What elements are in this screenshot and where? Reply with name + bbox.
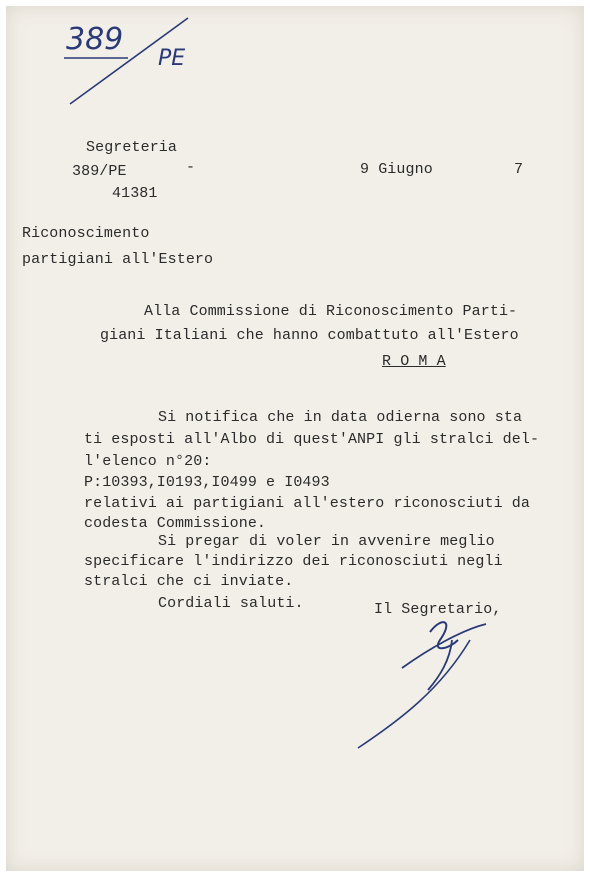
body-line: Si pregar di voler in avvenire meglio <box>158 533 495 550</box>
body-line: specificare l'indirizzo dei riconosciuti negli <box>84 553 503 570</box>
body-line: Cordiali saluti. <box>158 595 304 612</box>
handwritten-archive-suffix: PE <box>158 46 186 71</box>
body-line: l'elenco n°20: <box>84 453 212 470</box>
protocol-number: 389/PE <box>72 163 127 180</box>
letter-year: 7 <box>514 161 524 178</box>
letter-date: 9 Giugno <box>360 161 433 178</box>
body-line: stralci che ci inviate. <box>84 573 294 590</box>
sub-reference: 41381 <box>112 185 158 202</box>
signatory-title: Il Segretario, <box>374 601 502 618</box>
recipient-line-1: Alla Commissione di Riconoscimento Parti- <box>144 303 518 320</box>
body-line: P:10393,I0193,I0499 e I0493 <box>84 474 330 491</box>
office-name: Segreteria <box>86 139 178 156</box>
body-line: relativi ai partigiani all'estero riconosciuti da <box>84 495 530 512</box>
body-line: ti esposti all'Albo di quest'ANPI gli stralci del- <box>84 431 540 448</box>
protocol-dash: - <box>186 159 196 176</box>
recipient-line-2: giani Italiani che hanno combattuto all'Estero <box>100 327 519 344</box>
handwritten-archive-number: 389 <box>66 22 124 57</box>
subject-line-1: Riconoscimento <box>22 225 150 242</box>
body-line: Si notifica che in data odierna sono sta <box>158 409 523 426</box>
recipient-city: R O M A <box>382 353 446 370</box>
subject-line-2: partigiani all'Estero <box>22 251 214 268</box>
body-line: codesta Commissione. <box>84 515 267 532</box>
